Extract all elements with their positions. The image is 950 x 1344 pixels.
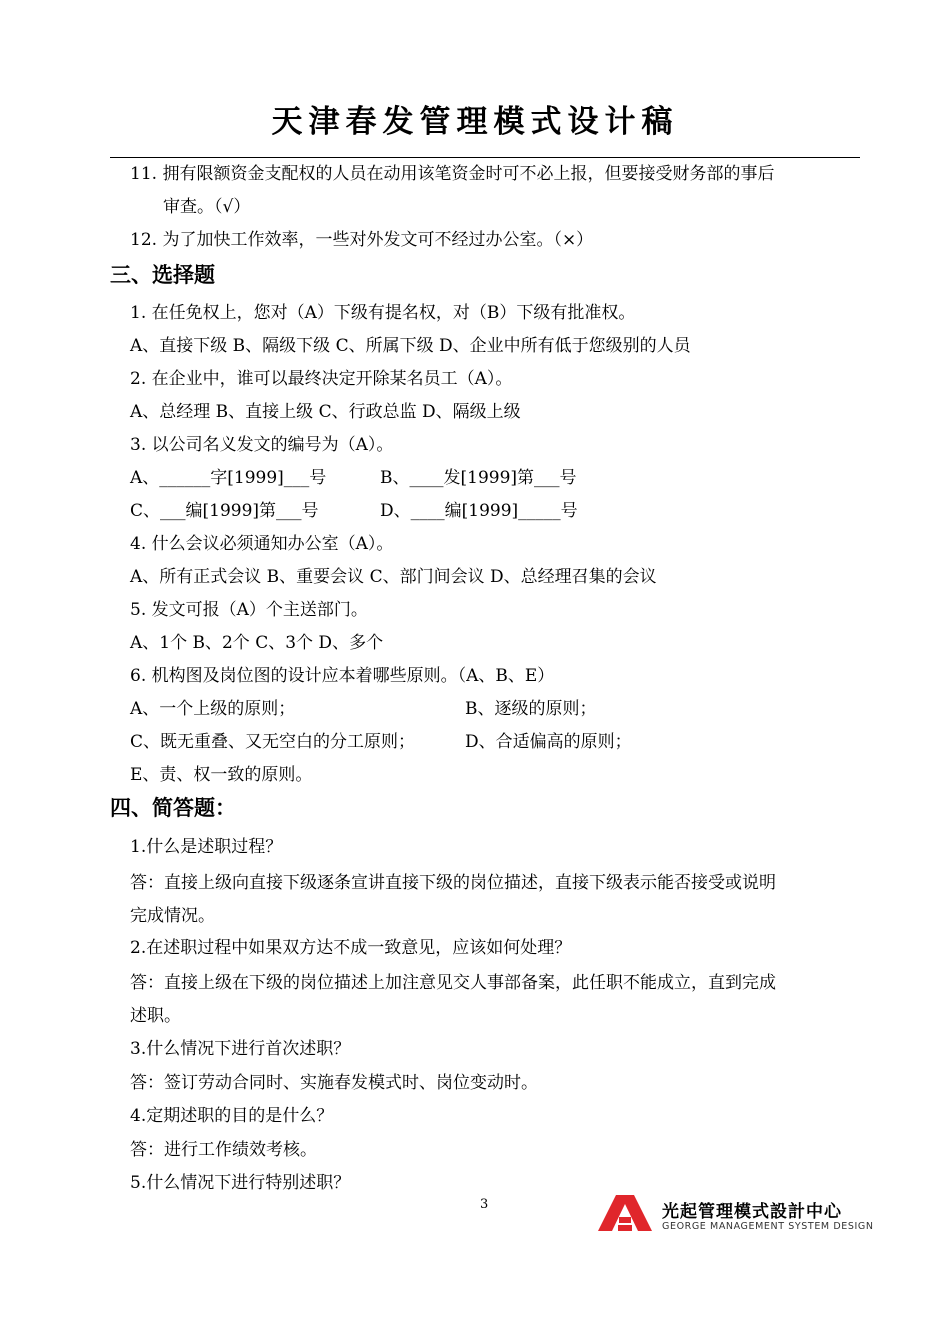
short-q5: 5.什么情况下进行特别述职？ <box>130 1173 351 1193</box>
short-q2: 2.在述职过程中如果双方达不成一致意见，应该如何处理？ <box>130 938 572 958</box>
judgment-q11-line2: 审查。（√） <box>163 197 251 217</box>
short-a1-line2: 完成情况。 <box>130 906 215 926</box>
choice-q3-option-d: D、____编[1999]_____号 <box>380 501 578 521</box>
choice-q3-option-c: C、___编[1999]第___号 <box>130 501 319 521</box>
choice-q5: 5. 发文可报（A）个主送部门。 <box>130 600 368 620</box>
choice-q6-option-d: D、合适偏高的原则； <box>465 732 632 752</box>
choice-q4: 4. 什么会议必须通知办公室（A）。 <box>130 534 394 554</box>
page-number: 3 <box>480 1197 489 1212</box>
choice-q3-option-a: A、______字[1999]___号 <box>130 468 327 488</box>
choice-q1: 1. 在任免权上，您对（A）下级有提名权，对（B）下级有批准权。 <box>130 303 636 323</box>
judgment-q11-line1: 11. 拥有限额资金支配权的人员在动用该笔资金时可不必上报，但要接受财务部的事后 <box>130 164 775 184</box>
short-q1: 1.什么是述职过程？ <box>130 837 283 857</box>
choice-q6-option-c: C、既无重叠、又无空白的分工原则； <box>130 732 416 752</box>
choice-q1-options: A、直接下级 B、隔级下级 C、所属下级 D、企业中所有低于您级别的人员 <box>130 336 691 356</box>
short-a2-line2: 述职。 <box>130 1006 181 1026</box>
short-a2-line1: 答：直接上级在下级的岗位描述上加注意见交人事部备案，此任职不能成立，直到完成 <box>130 973 776 993</box>
choice-q6-option-a: A、一个上级的原则； <box>130 699 296 719</box>
section-choice-heading: 三、选择题 <box>110 263 215 287</box>
choice-q3-option-b: B、____发[1999]第___号 <box>380 468 577 488</box>
choice-q6: 6. 机构图及岗位图的设计应本着哪些原则。（A、B、E） <box>130 666 555 686</box>
short-q3: 3.什么情况下进行首次述职？ <box>130 1039 351 1059</box>
logo-english-text: GEORGE MANAGEMENT SYSTEM DESIGN <box>662 1221 874 1232</box>
choice-q3: 3. 以公司名义发文的编号为（A）。 <box>130 435 394 455</box>
logo-mark-icon <box>598 1195 658 1233</box>
choice-q2: 2. 在企业中，谁可以最终决定开除某名员工（A）。 <box>130 369 513 389</box>
company-logo <box>598 1195 874 1235</box>
logo-chinese-text: 光起管理模式設計中心 <box>662 1202 842 1222</box>
short-a4: 答：进行工作绩效考核。 <box>130 1140 317 1160</box>
choice-q2-options: A、总经理 B、直接上级 C、行政总监 D、隔级上级 <box>130 402 521 422</box>
choice-q6-option-e: E、责、权一致的原则。 <box>130 765 313 785</box>
short-a3: 答：签订劳动合同时、实施春发模式时、岗位变动时。 <box>130 1073 538 1093</box>
judgment-q12: 12. 为了加快工作效率，一些对外发文可不经过办公室。（×） <box>130 230 594 250</box>
page-title: 天津春发管理模式设计稿 <box>271 104 679 140</box>
short-q4: 4.定期述职的目的是什么？ <box>130 1106 334 1126</box>
short-a1-line1: 答：直接上级向直接下级逐条宣讲直接下级的岗位描述，直接下级表示能否接受或说明 <box>130 873 776 893</box>
choice-q5-options: A、1个 B、2个 C、3个 D、多个 <box>130 633 384 653</box>
choice-q4-options: A、所有正式会议 B、重要会议 C、部门间会议 D、总经理召集的会议 <box>130 567 657 587</box>
header-rule <box>110 157 860 158</box>
section-short-answer-heading: 四、简答题： <box>110 796 236 820</box>
choice-q6-option-b: B、逐级的原则； <box>465 699 597 719</box>
